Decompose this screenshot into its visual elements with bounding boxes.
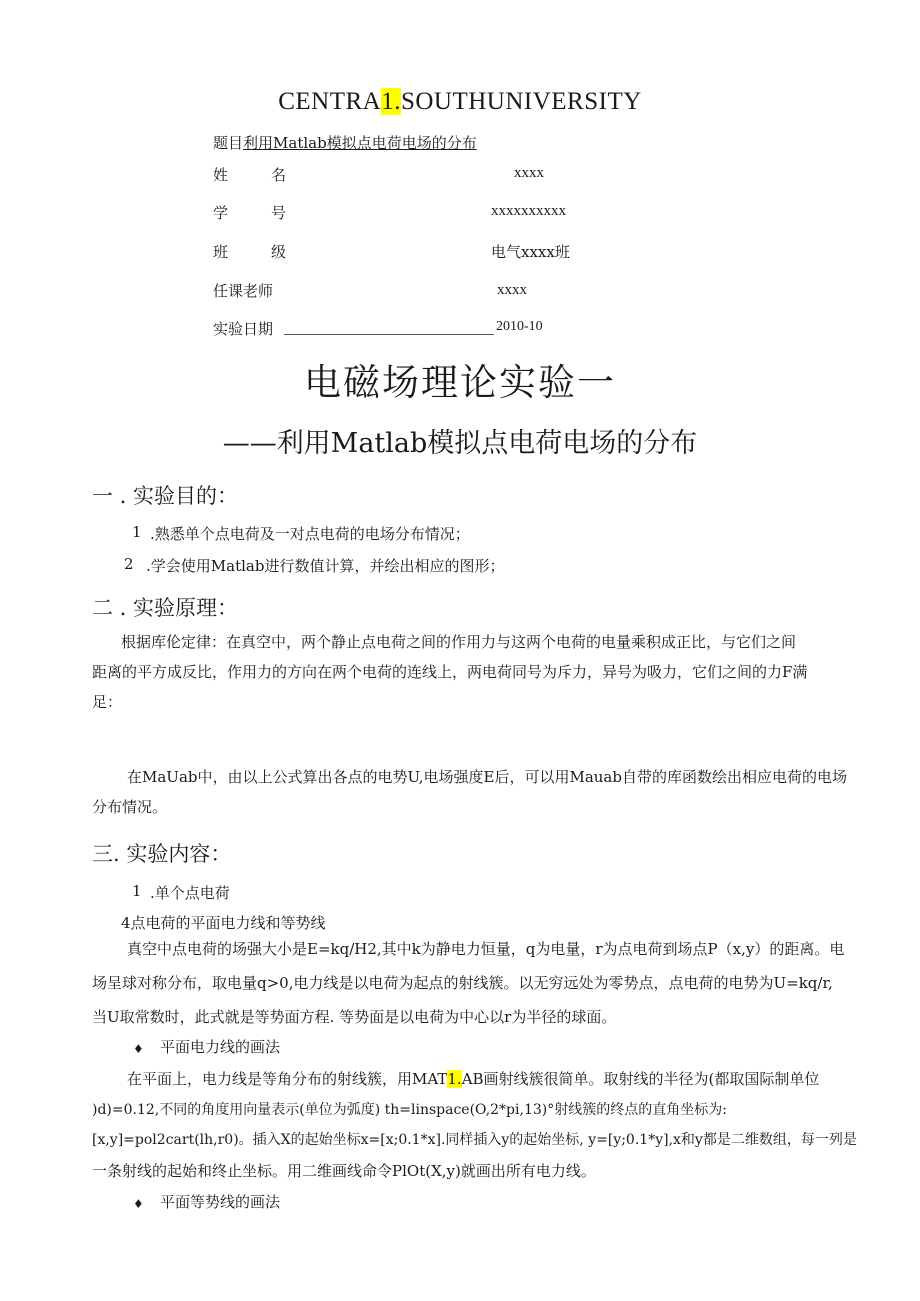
bullet-diamond-icon: ♦: [133, 1197, 144, 1211]
section3-bullet2: 平面等势线的画法: [160, 1193, 281, 1211]
section3-para2-line3: [x,y]=pol2cart(lh,r0)。插入X的起始坐标x=[x;0.1*x].同样插入y的起始坐标, y=[y;0.1*y],x和y都是二维数组，每一列是: [92, 1132, 857, 1148]
id-value: xxxxxxxxxx: [491, 203, 566, 219]
section3-para2-line1-post: AB画射线簇很简单。取射线的半径为(都取国际制单位: [461, 1070, 820, 1088]
section2-para2-line1: 在MaUab中，由以上公式算出各点的电势U,电场强度E后，可以用Mauab自带的库函数绘出相应电荷的电场: [127, 768, 847, 786]
date-underline: [284, 334, 494, 335]
id-label-1: 学: [213, 204, 229, 222]
id-label-2: 号: [271, 204, 287, 222]
section1-item2-number: 2: [124, 555, 134, 573]
section3-para2-line1-pre: 在平面上，电力线是等角分布的射线簇，用MAT: [127, 1070, 448, 1088]
section3-para1-line2: 场呈球对称分布，取电量q>0,电力线是以电荷为起点的射线簇。以无穷远处为零势点，点电荷的电势为U=kq/r,: [92, 974, 833, 992]
name-label-1: 姓: [213, 166, 229, 184]
date-label: 实验日期: [213, 320, 274, 338]
section2-para1-line3: 足：: [92, 693, 123, 711]
teacher-label: 任课老师: [213, 282, 274, 300]
section1-item2-text: .学会使用Matlab进行数值计算，并绘出相应的图形；: [146, 557, 505, 575]
main-title: 电磁场理论实验一: [304, 361, 616, 404]
class-value: 电气xxxx班: [491, 243, 570, 261]
topic-line: [213, 132, 477, 153]
univ-text-highlight: 1.: [381, 88, 401, 115]
section1-item1-number: 1: [132, 523, 142, 541]
section3-para2-line4: 一条射线的起始和终止坐标。用二维画线命令PlOt(X,y)就画出所有电力线。: [92, 1162, 596, 1180]
section1-item1-text: .熟悉单个点电荷及一对点电荷的电场分布情况；: [150, 525, 470, 543]
topic-label: 题目: [213, 134, 244, 152]
section3-item1-text: .单个点电荷: [150, 884, 230, 902]
section2-para1-line2: 距离的平方成反比，作用力的方向在两个电荷的连线上，两电荷同号为斥力，异号为吸力，它们之间的力F满: [92, 663, 808, 681]
section3-para2-line1: [127, 1072, 819, 1087]
topic-value: 利用Matlab模拟点电荷电场的分布: [243, 134, 477, 152]
section3-bullet1: 平面电力线的画法: [160, 1038, 281, 1056]
name-label-2: 名: [271, 166, 287, 184]
section2-para2-line2: 分布情况。: [92, 798, 168, 816]
teacher-value: xxxx: [497, 282, 527, 298]
univ-text-pre: CENTRA: [278, 88, 382, 115]
section3-subheading: 4点电荷的平面电力线和等势线: [121, 914, 326, 932]
university-name: [0, 88, 920, 116]
class-label-2: 级: [271, 243, 287, 261]
bullet-diamond-icon: ♦: [133, 1042, 144, 1056]
section1-heading: 一 . 实验目的：: [92, 484, 239, 508]
name-value: xxxx: [514, 165, 544, 181]
sub-title: ——利用Matlab模拟点电荷电场的分布: [222, 428, 698, 459]
section3-para1-line1: 真空中点电荷的场强大小是E=kq/H2,其中k为静电力恒量，q为电量，r为点电荷到场点P（x,y）的距离。电: [127, 940, 845, 958]
section2-heading: 二 . 实验原理：: [92, 596, 239, 620]
date-value: 2010-10: [496, 319, 543, 334]
section3-para2-line2: )d)=0.12,不同的角度用向量表示(单位为弧度) th=linspace(O,2*pi,13)°射线簇的终点的直角坐标为:: [92, 1102, 727, 1118]
section2-para1-line1: 根据库伦定律：在真空中，两个静止点电荷之间的作用力与这两个电荷的电量乘积成正比，与它们之间: [121, 633, 797, 651]
section3-para2-line1-highlight: 1.: [447, 1070, 462, 1088]
section3-item1-number: 1: [132, 882, 142, 900]
univ-text-post: SOUTHUNIVERSITY: [400, 88, 642, 115]
class-label-1: 班: [213, 243, 229, 261]
section3-heading: 三. 实验内容：: [92, 842, 232, 866]
section3-para1-line3: 当U取常数时，此式就是等势面方程. 等势面是以电荷为中心以r为半径的球面。: [92, 1008, 617, 1026]
